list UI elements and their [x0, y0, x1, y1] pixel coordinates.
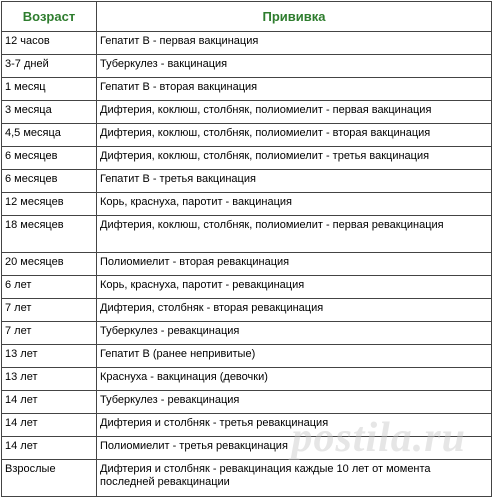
table-row — [2, 147, 492, 170]
table-row — [2, 368, 492, 391]
table-row — [2, 193, 492, 216]
table-row — [2, 437, 492, 460]
table-row — [2, 170, 492, 193]
vaccine-cell: Дифтерия, коклюш, столбняк, полиомиелит - третья вакцинация — [97, 147, 492, 170]
vaccine-cell: Туберкулез - ревакцинация — [97, 322, 492, 345]
age-cell: 3 месяца — [2, 101, 97, 124]
age-cell: 20 месяцев — [2, 253, 97, 276]
vaccine-cell: Корь, краснуха, паротит - вакцинация — [97, 193, 492, 216]
age-cell: 6 месяцев — [2, 170, 97, 193]
vaccine-cell: Дифтерия, столбняк - вторая ревакцинация — [97, 299, 492, 322]
age-cell: 1 месяц — [2, 78, 97, 101]
age-cell: 12 часов — [2, 32, 97, 55]
table-row — [2, 253, 492, 276]
age-cell: 7 лет — [2, 299, 97, 322]
table-row — [2, 322, 492, 345]
table-row — [2, 216, 492, 253]
vaccine-cell: Дифтерия, коклюш, столбняк, полиомиелит - первая вакцинация — [97, 101, 492, 124]
vaccine-cell: Полиомиелит - вторая ревакцинация — [97, 253, 492, 276]
table-header — [2, 2, 492, 32]
table-row — [2, 345, 492, 368]
watermark-logo: postila.ru — [291, 415, 466, 461]
table-row — [2, 460, 492, 497]
age-cell: 18 месяцев — [2, 216, 97, 253]
vaccine-cell: Дифтерия, коклюш, столбняк, полиомиелит - первая ревакцинация — [97, 216, 492, 253]
vaccination-schedule — [1, 1, 491, 497]
age-cell: 12 месяцев — [2, 193, 97, 216]
vaccine-cell: Полиомиелит - третья ревакцинация — [97, 437, 492, 460]
age-cell: 14 лет — [2, 391, 97, 414]
table-row — [2, 124, 492, 147]
age-cell: 14 лет — [2, 414, 97, 437]
vaccine-cell: Дифтерия и столбняк - третья ревакцинация — [97, 414, 492, 437]
table-row — [2, 414, 492, 437]
table-body — [2, 32, 492, 497]
age-cell: 13 лет — [2, 368, 97, 391]
table-row — [2, 276, 492, 299]
vaccine-cell: Гепатит В - вторая вакцинация — [97, 78, 492, 101]
age-cell: 4,5 месяца — [2, 124, 97, 147]
age-column-header: Возраст — [2, 2, 97, 32]
vaccine-cell: Дифтерия, коклюш, столбняк, полиомиелит - вторая вакцинация — [97, 124, 492, 147]
vaccine-cell: Гепатит В (ранее непривитые) — [97, 345, 492, 368]
vaccine-cell: Туберкулез - ревакцинация — [97, 391, 492, 414]
table-row — [2, 391, 492, 414]
vaccine-cell: Гепатит В - первая вакцинация — [97, 32, 492, 55]
table-row — [2, 78, 492, 101]
table-row — [2, 55, 492, 78]
age-cell: 7 лет — [2, 322, 97, 345]
table-row — [2, 101, 492, 124]
age-cell: Взрослые — [2, 460, 97, 497]
header-row — [2, 2, 492, 32]
table-row — [2, 299, 492, 322]
table-row — [2, 32, 492, 55]
age-cell: 13 лет — [2, 345, 97, 368]
vaccine-cell: Краснуха - вакцинация (девочки) — [97, 368, 492, 391]
vaccine-cell: Дифтерия и столбняк - ревакцинация каждые 10 лет от момента последней ревакцинации — [97, 460, 492, 497]
age-cell: 14 лет — [2, 437, 97, 460]
vaccine-column-header: Прививка — [97, 2, 492, 32]
age-cell: 3-7 дней — [2, 55, 97, 78]
vaccination-table — [1, 1, 492, 497]
vaccine-cell: Корь, краснуха, паротит - ревакцинация — [97, 276, 492, 299]
vaccine-cell: Гепатит В - третья вакцинация — [97, 170, 492, 193]
vaccine-cell: Туберкулез - вакцинация — [97, 55, 492, 78]
age-cell: 6 месяцев — [2, 147, 97, 170]
age-cell: 6 лет — [2, 276, 97, 299]
